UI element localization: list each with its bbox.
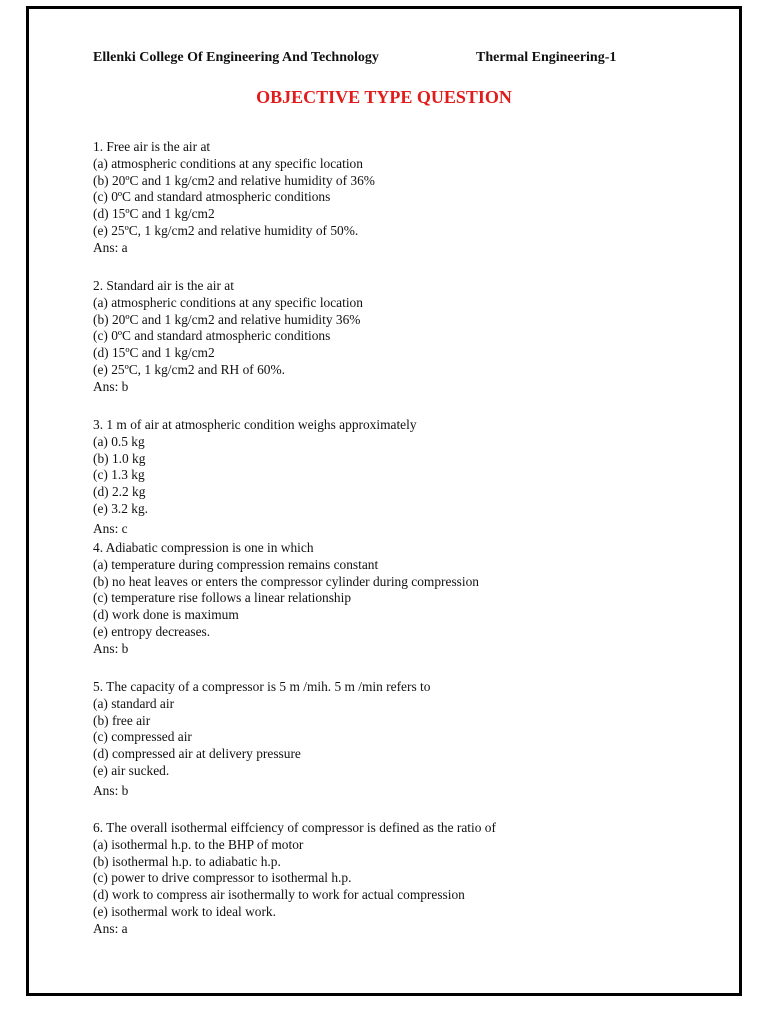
answer: Ans: b: [93, 378, 129, 394]
question-stem: 4. Adiabatic compression is one in which: [93, 540, 314, 555]
option-d: (d) work done is maximum: [93, 607, 239, 623]
option-b: (b) free air: [93, 712, 151, 728]
question-stem: 6. The overall isothermal eiffciency of compressor is defined as the ratio of: [93, 820, 496, 835]
question-stem: 5. The capacity of a compressor is 5 m /mih. 5 m /min refers to: [93, 679, 431, 694]
option-b: (b) no heat leaves or enters the compressor cylinder during compression: [93, 573, 479, 589]
header-subject: Thermal Engineering-1: [476, 50, 617, 65]
option-e: (e) air sucked.: [93, 762, 170, 778]
question-4: [93, 540, 479, 658]
question-6: [93, 820, 496, 938]
option-b: (b) 1.0 kg: [93, 450, 146, 466]
option-d: (d) compressed air at delivery pressure: [93, 746, 301, 762]
question-5: [93, 679, 430, 800]
page-title: OBJECTIVE TYPE QUESTION: [256, 87, 512, 107]
question-stem: 2. Standard air is the air at: [93, 278, 234, 293]
option-d: (d) 15ºC and 1 kg/cm2: [93, 206, 215, 222]
answer: Ans: b: [93, 782, 129, 798]
option-e: (e) entropy decreases.: [93, 623, 211, 639]
option-a: (a) standard air: [93, 695, 175, 711]
option-e: (e) isothermal work to ideal work.: [93, 903, 276, 919]
option-c: (c) 0ºC and standard atmospheric conditions: [93, 328, 331, 344]
option-b: (b) isothermal h.p. to adiabatic h.p.: [93, 853, 281, 869]
option-e: (e) 25ºC, 1 kg/cm2 and RH of 60%.: [93, 361, 285, 377]
option-e: (e) 25ºC, 1 kg/cm2 and relative humidity of 50%.: [93, 222, 359, 238]
option-b: (b) 20ºC and 1 kg/cm2 and relative humidity 36%: [93, 311, 361, 327]
option-a: (a) isothermal h.p. to the BHP of motor: [93, 836, 304, 852]
question-stem: 1. Free air is the air at: [93, 139, 211, 154]
question-1: [93, 139, 375, 257]
answer: Ans: c: [93, 520, 128, 536]
question-stem: 3. 1 m of air at atmospheric condition weighs approximately: [93, 417, 417, 432]
option-a: (a) temperature during compression remains constant: [93, 556, 379, 572]
option-c: (c) temperature rise follows a linear relationship: [93, 590, 352, 606]
option-d: (d) 2.2 kg: [93, 484, 146, 500]
option-c: (c) 0ºC and standard atmospheric conditions: [93, 189, 331, 205]
option-b: (b) 20ºC and 1 kg/cm2 and relative humidity of 36%: [93, 172, 375, 188]
answer: Ans: a: [93, 920, 128, 936]
option-c: (c) compressed air: [93, 729, 192, 745]
option-a: (a) atmospheric conditions at any specific location: [93, 155, 363, 171]
question-2: [93, 278, 363, 396]
option-c: (c) 1.3 kg: [93, 467, 145, 483]
question-3: [93, 417, 417, 538]
option-a: (a) atmospheric conditions at any specific location: [93, 294, 363, 310]
option-a: (a) 0.5 kg: [93, 433, 145, 449]
answer: Ans: b: [93, 640, 129, 656]
option-e: (e) 3.2 kg.: [93, 500, 149, 516]
option-c: (c) power to drive compressor to isothermal h.p.: [93, 870, 352, 886]
option-d: (d) work to compress air isothermally to work for actual compression: [93, 887, 465, 903]
answer: Ans: a: [93, 239, 128, 255]
option-d: (d) 15ºC and 1 kg/cm2: [93, 345, 215, 361]
header-college: Ellenki College Of Engineering And Technology: [93, 50, 379, 65]
